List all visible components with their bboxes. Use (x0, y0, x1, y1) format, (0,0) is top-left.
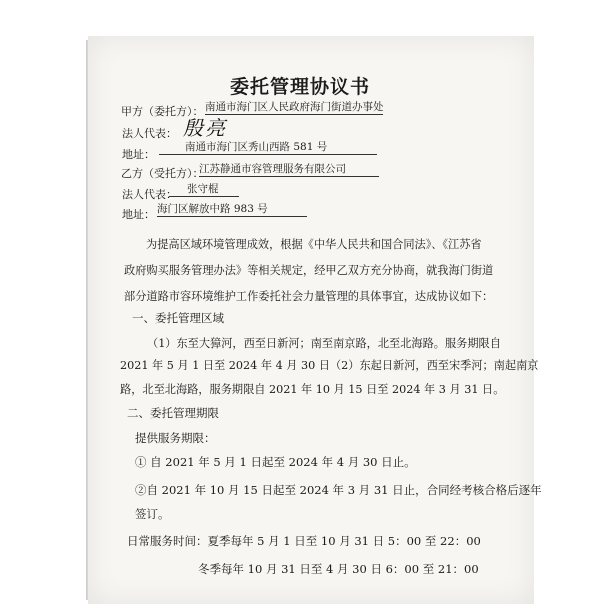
service-period-item-cont: 签订。 (135, 507, 170, 521)
party-a-label: 甲方（委托方）： (121, 105, 204, 118)
party-b-addr-label: 地址： (122, 208, 155, 221)
intro-line: 部分道路市容环境维护工作委托社会力量管理的具体事宜，达成协议如下： (124, 290, 494, 303)
party-b-name: 江苏静通市容管理服务有限公司 (199, 162, 379, 177)
service-period-item: ① 自 2021 年 5 月 1 日起至 2024 年 4 月 30 日止。 (135, 455, 416, 469)
party-a-addr-label: 地址： (122, 148, 155, 161)
section-2-heading: 二、委托管理期限 (127, 406, 219, 420)
party-b-rep-label: 法人代表： (122, 188, 177, 201)
daily-service-hours: 日常服务时间：夏季每年 5 月 1 日至 10 月 31 日 5：00 至 22：00 (127, 534, 481, 548)
party-a-addr-row (122, 146, 155, 162)
service-period-item: ②自 2021 年 10 月 15 日起至 2024 年 3 月 31 日止，合同经考核合格后逐年 (135, 483, 542, 497)
party-b-addr-row (122, 206, 155, 222)
party-a-signature: 殷亮 (183, 116, 227, 140)
section-1-heading: 一、委托管理区域 (132, 311, 224, 325)
party-b-rep-name: 张守棍 (169, 182, 239, 197)
party-b-label: 乙方（受托方）： (121, 167, 204, 180)
winter-service-hours: 冬季每年 10 月 31 日至 4 月 30 日 6：00 至 21：00 (198, 562, 479, 576)
intro-line: 为提高区域环境管理成效，根据《中华人民共和国合同法》、《江苏省 (146, 238, 482, 251)
party-a-rep-row (122, 125, 177, 141)
party-b-row (121, 165, 204, 181)
section-1-line: 2021 年 5 月 1 日至 2024 年 4 月 30 日（2）东起日新河，西至宋季河；南起南京 (120, 359, 539, 372)
service-period-label: 提供服务期限： (135, 431, 216, 445)
section-1-line: 路，北至北海路，服务期限自 2021 年 10 月 15 日至 2024 年 3 月 31 日。 (120, 383, 505, 396)
section-1-line: （1）东至大獐河，西至日新河；南至南京路，北至北海路。服务期限自 (147, 337, 501, 350)
party-b-address: 海门区解放中路 983 号 (157, 202, 307, 217)
party-a-rep-label: 法人代表： (122, 127, 177, 140)
party-a-address: 南通市海门区秀山西路 581 号 (159, 140, 377, 155)
party-a-name: 南通市海门区人民政府海门街道办事处 (205, 101, 384, 113)
document-title: 委托管理协议书 (229, 76, 370, 98)
intro-line: 政府购买服务管理办法》等相关规定，经甲乙双方充分协商，就我海门街道 (124, 264, 494, 277)
